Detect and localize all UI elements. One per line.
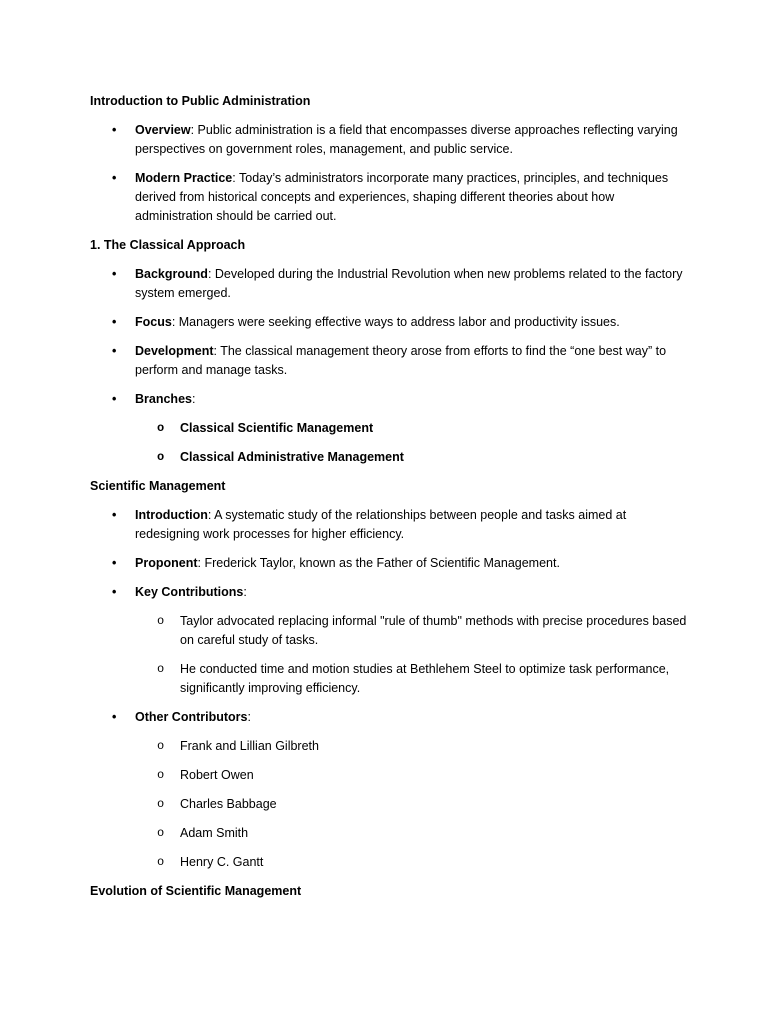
item-text: : Managers were seeking effective ways to address labor and productivity issues. (171, 315, 620, 329)
contributions-sublist (135, 612, 690, 698)
sublist-item: o Classical Administrative Management (135, 448, 690, 467)
list-item (90, 265, 690, 303)
item-text: : Public administration is a field that encompasses diverse approaches reflecting varying perspectives on government roles, management, and public service. (135, 123, 678, 156)
item-text: : Developed during the Industrial Revolution when new problems related to the factory system emerged. (135, 267, 683, 300)
contributors-sublist (135, 737, 690, 872)
sublist-item: o Taylor advocated replacing informal "rule of thumb" methods with precise procedures based on careful study of tasks. (135, 612, 690, 650)
list-item (90, 313, 690, 332)
item-text: : Today’s administrators incorporate many practices, principles, and techniques derived from historical concepts and experiences, shaping different theories about how administration should be carried out. (135, 171, 669, 223)
sublist-item: o Robert Owen (135, 766, 690, 785)
branches-sublist (135, 419, 690, 467)
scientific-list (90, 506, 690, 872)
item-text: : The classical management theory arose from efforts to find the “one best way” to perform and manage tasks. (135, 344, 667, 377)
item-term: Modern Practice (135, 171, 233, 185)
document-title: Introduction to Public Administration (90, 94, 311, 108)
sublist-item: o Adam Smith (135, 824, 690, 843)
item-term: Background (135, 267, 208, 281)
item-term: Proponent (135, 556, 198, 570)
item-text: : (247, 710, 251, 724)
item-text: : (243, 585, 247, 599)
item-text: : Frederick Taylor, known as the Father of Scientific Management. (197, 556, 560, 570)
item-term: Other Contributors (135, 710, 248, 724)
list-item (90, 506, 690, 544)
list-item (90, 342, 690, 380)
list-item (90, 554, 690, 573)
item-text: : (191, 392, 196, 406)
sublist-item: o Henry C. Gantt (135, 853, 690, 872)
list-item (90, 121, 690, 159)
section-heading-scientific: Scientific Management (90, 479, 226, 493)
list-item (90, 169, 690, 226)
sublist-item: o He conducted time and motion studies at Bethlehem Steel to optimize task performance, significantly improving efficiency. (135, 660, 690, 698)
item-term: Key Contributions (135, 585, 244, 599)
item-term: Development (135, 344, 214, 358)
intro-list (90, 121, 690, 226)
item-term: Focus (135, 315, 172, 329)
item-term: Branches (135, 392, 192, 406)
item-term: Introduction (135, 508, 208, 522)
section-heading-evolution: Evolution of Scientific Management (90, 884, 302, 898)
item-term: Overview (135, 123, 191, 137)
sublist-item: o Frank and Lillian Gilbreth (135, 737, 690, 756)
document-page (90, 92, 690, 911)
list-item (90, 583, 690, 698)
sublist-item: o Classical Scientific Management (135, 419, 690, 438)
list-item (90, 390, 690, 467)
section-heading-classical: 1. The Classical Approach (90, 238, 246, 252)
classical-list (90, 265, 690, 467)
sublist-item: o Charles Babbage (135, 795, 690, 814)
list-item (90, 708, 690, 872)
item-text: : A systematic study of the relationships between people and tasks aimed at redesigning work processes for higher efficiency. (135, 508, 627, 541)
